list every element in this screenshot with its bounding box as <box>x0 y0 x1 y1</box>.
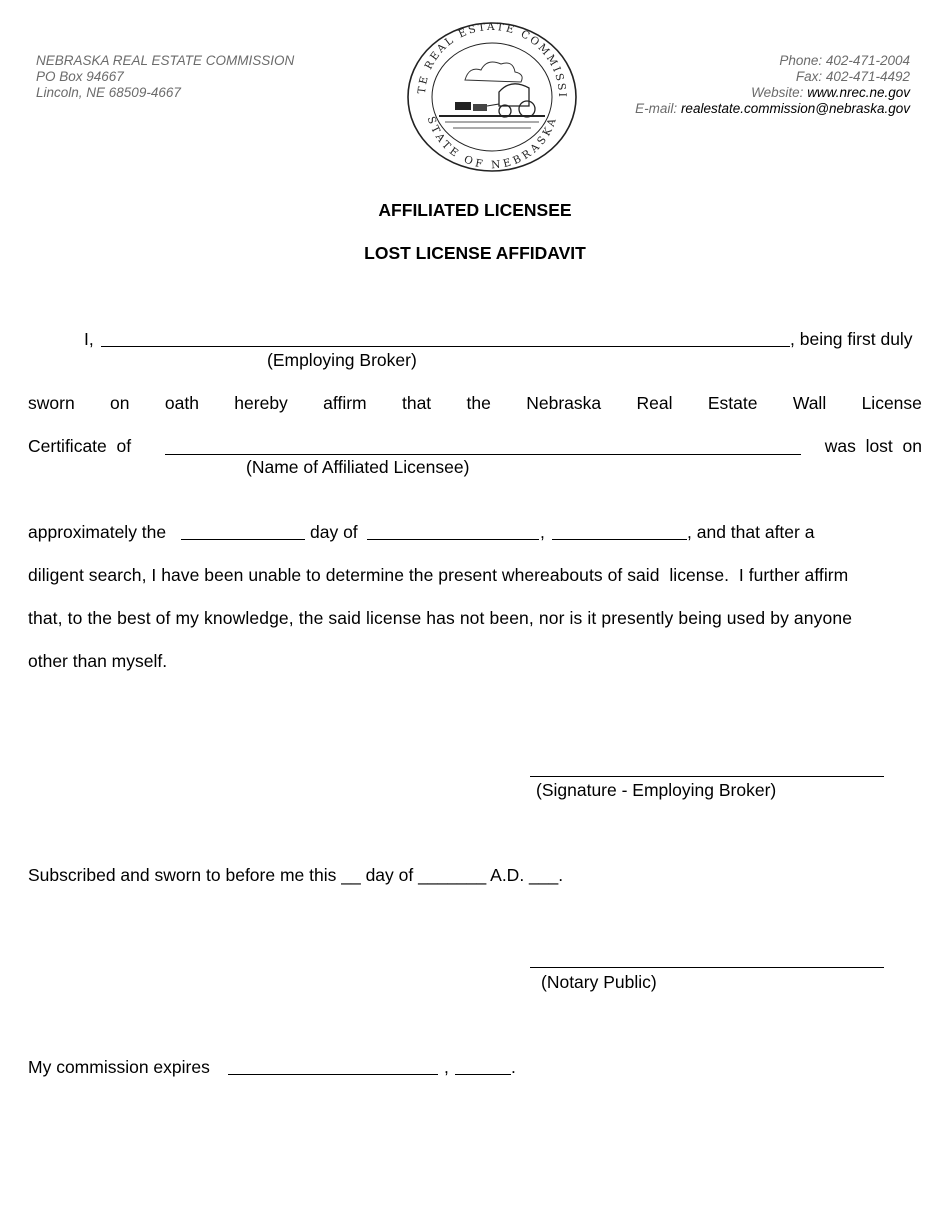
notary-caption: (Notary Public) <box>541 972 657 992</box>
i-prefix: I, <box>84 329 94 349</box>
email-link[interactable]: realestate.commission@nebraska.gov <box>680 101 910 116</box>
being-first-duly: , being first duly <box>790 329 913 349</box>
phone: Phone: 402-471-2004 <box>779 53 910 68</box>
month-blank[interactable] <box>367 539 539 540</box>
city-state-zip: Lincoln, NE 68509-4667 <box>36 85 181 100</box>
was-lost-on: was lost on <box>824 436 922 456</box>
subscribed-day-blank[interactable]: __ <box>341 865 361 885</box>
licensee-name-blank[interactable] <box>165 454 801 455</box>
day-of: day of <box>310 522 358 542</box>
comma: , <box>540 522 545 542</box>
year-blank[interactable] <box>552 539 687 540</box>
fax: Fax: 402-471-4492 <box>795 69 910 84</box>
website-row: Website: www.nrec.ne.gov <box>751 85 910 100</box>
commission-contact-block <box>635 53 910 117</box>
subscribed-line: Subscribed and sworn to before me this __ day of _______ A.D. ___. <box>28 865 564 885</box>
para-line-3: that, to the best of my knowledge, the said license has not been, nor is it presently being used by anyone <box>28 608 853 628</box>
state-seal <box>403 18 581 176</box>
form-title: AFFILIATED LICENSEE <box>378 200 572 220</box>
seal-bottom-text: STATE OF NEBRASKA <box>424 115 560 172</box>
para-line-4: other than myself. <box>28 651 168 671</box>
commission-period: . <box>511 1057 516 1077</box>
employing-broker-caption: (Employing Broker) <box>267 350 417 370</box>
broker-signature-caption: (Signature - Employing Broker) <box>536 780 777 800</box>
seal-top-text: TE REAL ESTATE COMMISSI <box>415 20 569 100</box>
sworn-line: sworn on oath hereby affirm that the Nebraska Real Estate Wall License <box>28 393 922 413</box>
form-subtitle: LOST LICENSE AFFIDAVIT <box>364 243 586 263</box>
licensee-caption: (Name of Affiliated Licensee) <box>246 457 470 477</box>
commission-date-blank[interactable] <box>228 1074 438 1075</box>
commission-expires-label: My commission expires <box>28 1057 210 1077</box>
website-link[interactable]: www.nrec.ne.gov <box>807 85 910 100</box>
employing-broker-blank[interactable] <box>101 346 790 347</box>
org-name: NEBRASKA REAL ESTATE COMMISSION <box>36 53 295 68</box>
svg-text:STATE OF NEBRASKA <box>425 115 560 171</box>
para-line-2: diligent search, I have been unable to determine the present whereabouts of said license. I further affirm <box>28 565 849 585</box>
broker-signature-line[interactable] <box>530 776 884 777</box>
and-that-after: , and that after a <box>687 522 815 542</box>
commission-address-block <box>36 53 294 101</box>
certificate-of: Certificate of <box>28 436 132 456</box>
commission-comma: , <box>444 1057 449 1077</box>
subscribed-year-blank[interactable]: ___ <box>529 865 559 885</box>
po-box: PO Box 94667 <box>36 69 124 84</box>
subscribed-month-blank[interactable]: _______ <box>418 865 487 885</box>
commission-year-blank[interactable] <box>455 1074 511 1075</box>
svg-text:STATE REAL ESTATE COMMISSION <box>403 18 568 99</box>
email-row: E-mail: realestate.commission@nebraska.gov <box>635 101 910 116</box>
day-blank[interactable] <box>181 539 305 540</box>
notary-signature-line[interactable] <box>530 967 884 968</box>
approx-the: approximately the <box>28 522 167 542</box>
